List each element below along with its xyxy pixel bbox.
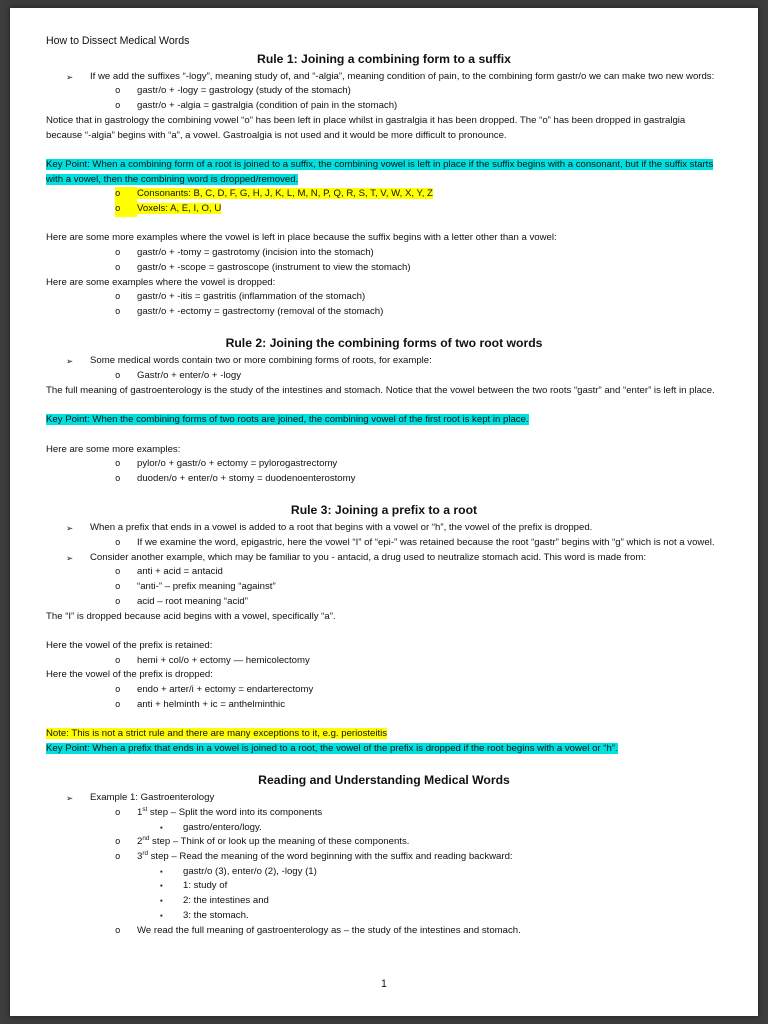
doc-line-o (46, 850, 722, 865)
bullet-marker-o: o (115, 567, 121, 578)
doc-line-o (46, 261, 722, 276)
doc-line-sq (46, 821, 722, 836)
doc-line-o (46, 924, 722, 939)
doc-spacer (46, 217, 722, 232)
doc-line-o (46, 595, 722, 610)
doc-spacer (46, 757, 722, 772)
bullet-marker-o: o (115, 596, 121, 607)
doc-line-arrow (46, 521, 722, 536)
doc-line-o (46, 654, 722, 669)
doc-line-o (46, 536, 722, 551)
doc-text: gastr/o + -scope = gastroscope (instrument to view the stomach) (137, 261, 411, 273)
doc-text: Some medical words contain two or more combining forms of roots, for example: (90, 355, 432, 367)
doc-text: Rule 2: Joining the combining forms of two root words (225, 336, 543, 351)
doc-text: Rule 1: Joining a combining form to a suffix (257, 51, 511, 66)
bullet-marker-sq: ▪ (160, 866, 163, 876)
doc-text: We read the full meaning of gastroenterology as – the study of the intestines and stomach. (137, 924, 521, 936)
doc-line-o (46, 369, 722, 384)
bullet-marker-o: o (115, 101, 121, 112)
doc-spacer (46, 320, 722, 335)
doc-line-p (46, 384, 722, 399)
doc-text: 2nd step – Think of or look up the meaning of these components. (137, 835, 410, 848)
doc-spacer (46, 428, 722, 443)
doc-line-o (46, 565, 722, 580)
doc-text: Consonants: B, C, D, F, G, H, J, K, L, M, N, P, Q, R, S, T, V, W, X, Y, Z (137, 188, 433, 200)
doc-line-p (46, 276, 722, 291)
doc-text: gastr/o + -tomy = gastrotomy (incision into the stomach) (137, 247, 374, 259)
doc-line-arrow (46, 791, 722, 806)
doc-text: Reading and Understanding Medical Words (258, 773, 510, 788)
doc-text: gastr/o + -algia = gastralgia (condition of pain in the stomach) (137, 100, 398, 112)
doc-line-h1 (46, 501, 722, 521)
doc-line-sq (46, 865, 722, 880)
doc-text: Note: This is not a strict rule and there are many exceptions to it, e.g. periosteitis (46, 728, 388, 740)
doc-line-o (46, 580, 722, 595)
doc-text: Key Point: When a combining form of a root is joined to a suffix, the combining vowel is left in place if the suffix begins with a consonant, but if the suffix starts with a vowel, then the combining word is dropped/removed. (46, 158, 714, 185)
doc-text: 1: study of (183, 880, 228, 892)
doc-text: The “I” is dropped because acid begins with a vowel, specifically “a”. (46, 610, 336, 622)
doc-text: Here the vowel of the prefix is dropped: (46, 669, 213, 681)
bullet-marker-arrow: ➢ (66, 523, 74, 534)
doc-text: 3: the stomach. (183, 909, 249, 921)
bullet-marker-o: o (115, 262, 121, 273)
bullet-marker-o: o (115, 699, 121, 710)
doc-text: Here are some more examples: (46, 443, 181, 455)
doc-text: anti + helminth + ic = anthelminthic (137, 698, 285, 710)
doc-line-arrow (46, 354, 722, 369)
bullet-marker-arrow: ➢ (66, 356, 74, 367)
bullet-marker-sq: ▪ (160, 896, 163, 906)
doc-text: endo + arter/i + ectomy = endarterectomy (137, 684, 314, 696)
doc-text: Key Point: When a prefix that ends in a vowel is joined to a root, the vowel of the prefix is dropped if the root begins with a vowel or “h”. (46, 742, 618, 754)
bullet-marker-o: o (115, 306, 121, 317)
bullet-marker-o: o (115, 473, 121, 484)
doc-line-sq (46, 879, 722, 894)
doc-line-p (46, 158, 722, 187)
bullet-marker-sq: ▪ (160, 822, 163, 832)
doc-line-sq (46, 909, 722, 924)
doc-line-arrow (46, 551, 722, 566)
doc-line-o (46, 457, 722, 472)
doc-text: The full meaning of gastroenterology is the study of the intestines and stomach. Notice that the vowel between the two roots “gastr” and “enter” is left in place. (46, 384, 715, 396)
bullet-marker-sq: ▪ (160, 910, 163, 920)
doc-text: Voxels: A, E, I, O, U (137, 203, 222, 215)
doc-text: Consider another example, which may be familiar to you - antacid, a drug used to neutralize stomach acid. This word is made from: (90, 551, 646, 563)
doc-line-h1 (46, 50, 722, 70)
doc-spacer (46, 624, 722, 639)
doc-line-p (46, 727, 722, 742)
bullet-marker-o: o (115, 807, 121, 818)
doc-line-o (46, 290, 722, 305)
doc-text: “anti-” – prefix meaning “against” (137, 581, 276, 593)
bullet-marker-o: o (115, 86, 121, 97)
document-page (10, 8, 758, 1016)
doc-text: Rule 3: Joining a prefix to a root (290, 503, 478, 518)
bullet-marker-o: o (115, 582, 121, 593)
doc-spacer (46, 712, 722, 727)
doc-line-p (46, 114, 722, 143)
doc-text: anti + acid = antacid (137, 566, 223, 578)
doc-line-sq (46, 894, 722, 909)
doc-text: Key Point: When the combining forms of two roots are joined, the combining vowel of the first root is kept in place. (46, 414, 529, 426)
doc-text: 3rd step – Read the meaning of the word beginning with the suffix and reading backward: (137, 849, 513, 863)
doc-text: Example 1: Gastroenterology (90, 792, 215, 804)
bullet-marker-o: o (115, 187, 137, 202)
page-number: 1 (381, 978, 387, 990)
bullet-marker-o: o (115, 459, 121, 470)
bullet-marker-arrow: ➢ (66, 71, 74, 82)
doc-text: Here the vowel of the prefix is retained: (46, 639, 213, 651)
doc-text: hemi + col/o + ectomy — hemicolectomy (137, 654, 310, 666)
bullet-marker-o: o (115, 685, 121, 696)
doc-text: gastr/o (3), enter/o (2), -logy (1) (183, 865, 317, 877)
doc-line-title (46, 34, 722, 50)
doc-content (46, 34, 722, 938)
bullet-marker-o: o (115, 371, 121, 382)
doc-text: How to Dissect Medical Words (46, 35, 190, 47)
bullet-marker-sq: ▪ (160, 881, 163, 891)
bullet-marker-arrow: ➢ (66, 552, 74, 563)
doc-text: Gastr/o + enter/o + -logy (137, 370, 241, 382)
doc-text: gastro/entero/logy. (183, 821, 262, 833)
doc-line-o (46, 187, 722, 202)
doc-text: pylor/o + gastr/o + ectomy = pylorogastrectomy (137, 458, 338, 470)
doc-line-o (46, 84, 722, 99)
bullet-marker-arrow: ➢ (66, 793, 74, 804)
doc-line-h1 (46, 771, 722, 791)
doc-text: acid – root meaning “acid” (137, 595, 248, 607)
doc-line-o (46, 246, 722, 261)
doc-line-h1 (46, 334, 722, 354)
doc-text: If we examine the word, epigastric, here the vowel “I” of “epi-” was retained because the root “gastr” begins with “g” which is not a vowel. (137, 537, 715, 548)
doc-text: Here are some more examples where the vowel is left in place because the suffix begins with a letter other than a vowel: (46, 232, 557, 244)
bullet-marker-o: o (115, 248, 121, 259)
doc-text: Here are some examples where the vowel is dropped: (46, 276, 276, 288)
doc-text: 2: the intestines and (183, 895, 269, 907)
doc-line-p (46, 639, 722, 654)
bullet-marker-o: o (115, 538, 121, 548)
doc-text: When a prefix that ends in a vowel is added to a root that begins with a vowel or “h”, the vowel of the prefix is dropped. (90, 522, 593, 534)
doc-line-p (46, 742, 722, 757)
doc-line-o (46, 683, 722, 698)
doc-line-p (46, 443, 722, 458)
bullet-marker-o: o (115, 202, 137, 217)
doc-line-o (46, 698, 722, 713)
doc-text: duoden/o + enter/o + stomy = duodenoenterostomy (137, 472, 356, 484)
bullet-marker-o: o (115, 292, 121, 303)
doc-line-o (46, 99, 722, 114)
doc-text: gastr/o + -ectomy = gastrectomy (removal of the stomach) (137, 305, 384, 317)
doc-text: 1st step – Split the word into its components (137, 805, 323, 818)
doc-line-o (46, 806, 722, 821)
doc-text: gastr/o + -logy = gastrology (study of the stomach) (137, 85, 351, 97)
doc-text: Notice that in gastrology the combining vowel “o” has been left in place whilst in gastralgia it has been dropped. The “o” has been dropped in gastralgia because “-algia” begins with “a”, a vowel. Gastroalgia is not used and it would be more difficult to pronounce. (46, 114, 686, 141)
doc-spacer (46, 487, 722, 502)
doc-line-p (46, 610, 722, 625)
doc-line-o (46, 305, 722, 320)
doc-line-p (46, 668, 722, 683)
doc-line-arrow (46, 70, 722, 85)
bullet-marker-o: o (115, 925, 121, 936)
doc-line-o (46, 835, 722, 850)
doc-text: If we add the suffixes “-logy”, meaning study of, and “-algia”, meaning condition of pain, to the combining form gastr/o we can make two new words: (90, 70, 715, 82)
bullet-marker-o: o (115, 852, 121, 863)
doc-line-p (46, 413, 722, 428)
doc-line-o (46, 202, 722, 217)
doc-line-o (46, 472, 722, 487)
bullet-marker-o: o (115, 837, 121, 848)
bullet-marker-o: o (115, 655, 121, 666)
doc-line-p (46, 231, 722, 246)
doc-spacer (46, 143, 722, 158)
doc-spacer (46, 398, 722, 413)
doc-text: gastr/o + -itis = gastritis (inflammation of the stomach) (137, 291, 366, 303)
